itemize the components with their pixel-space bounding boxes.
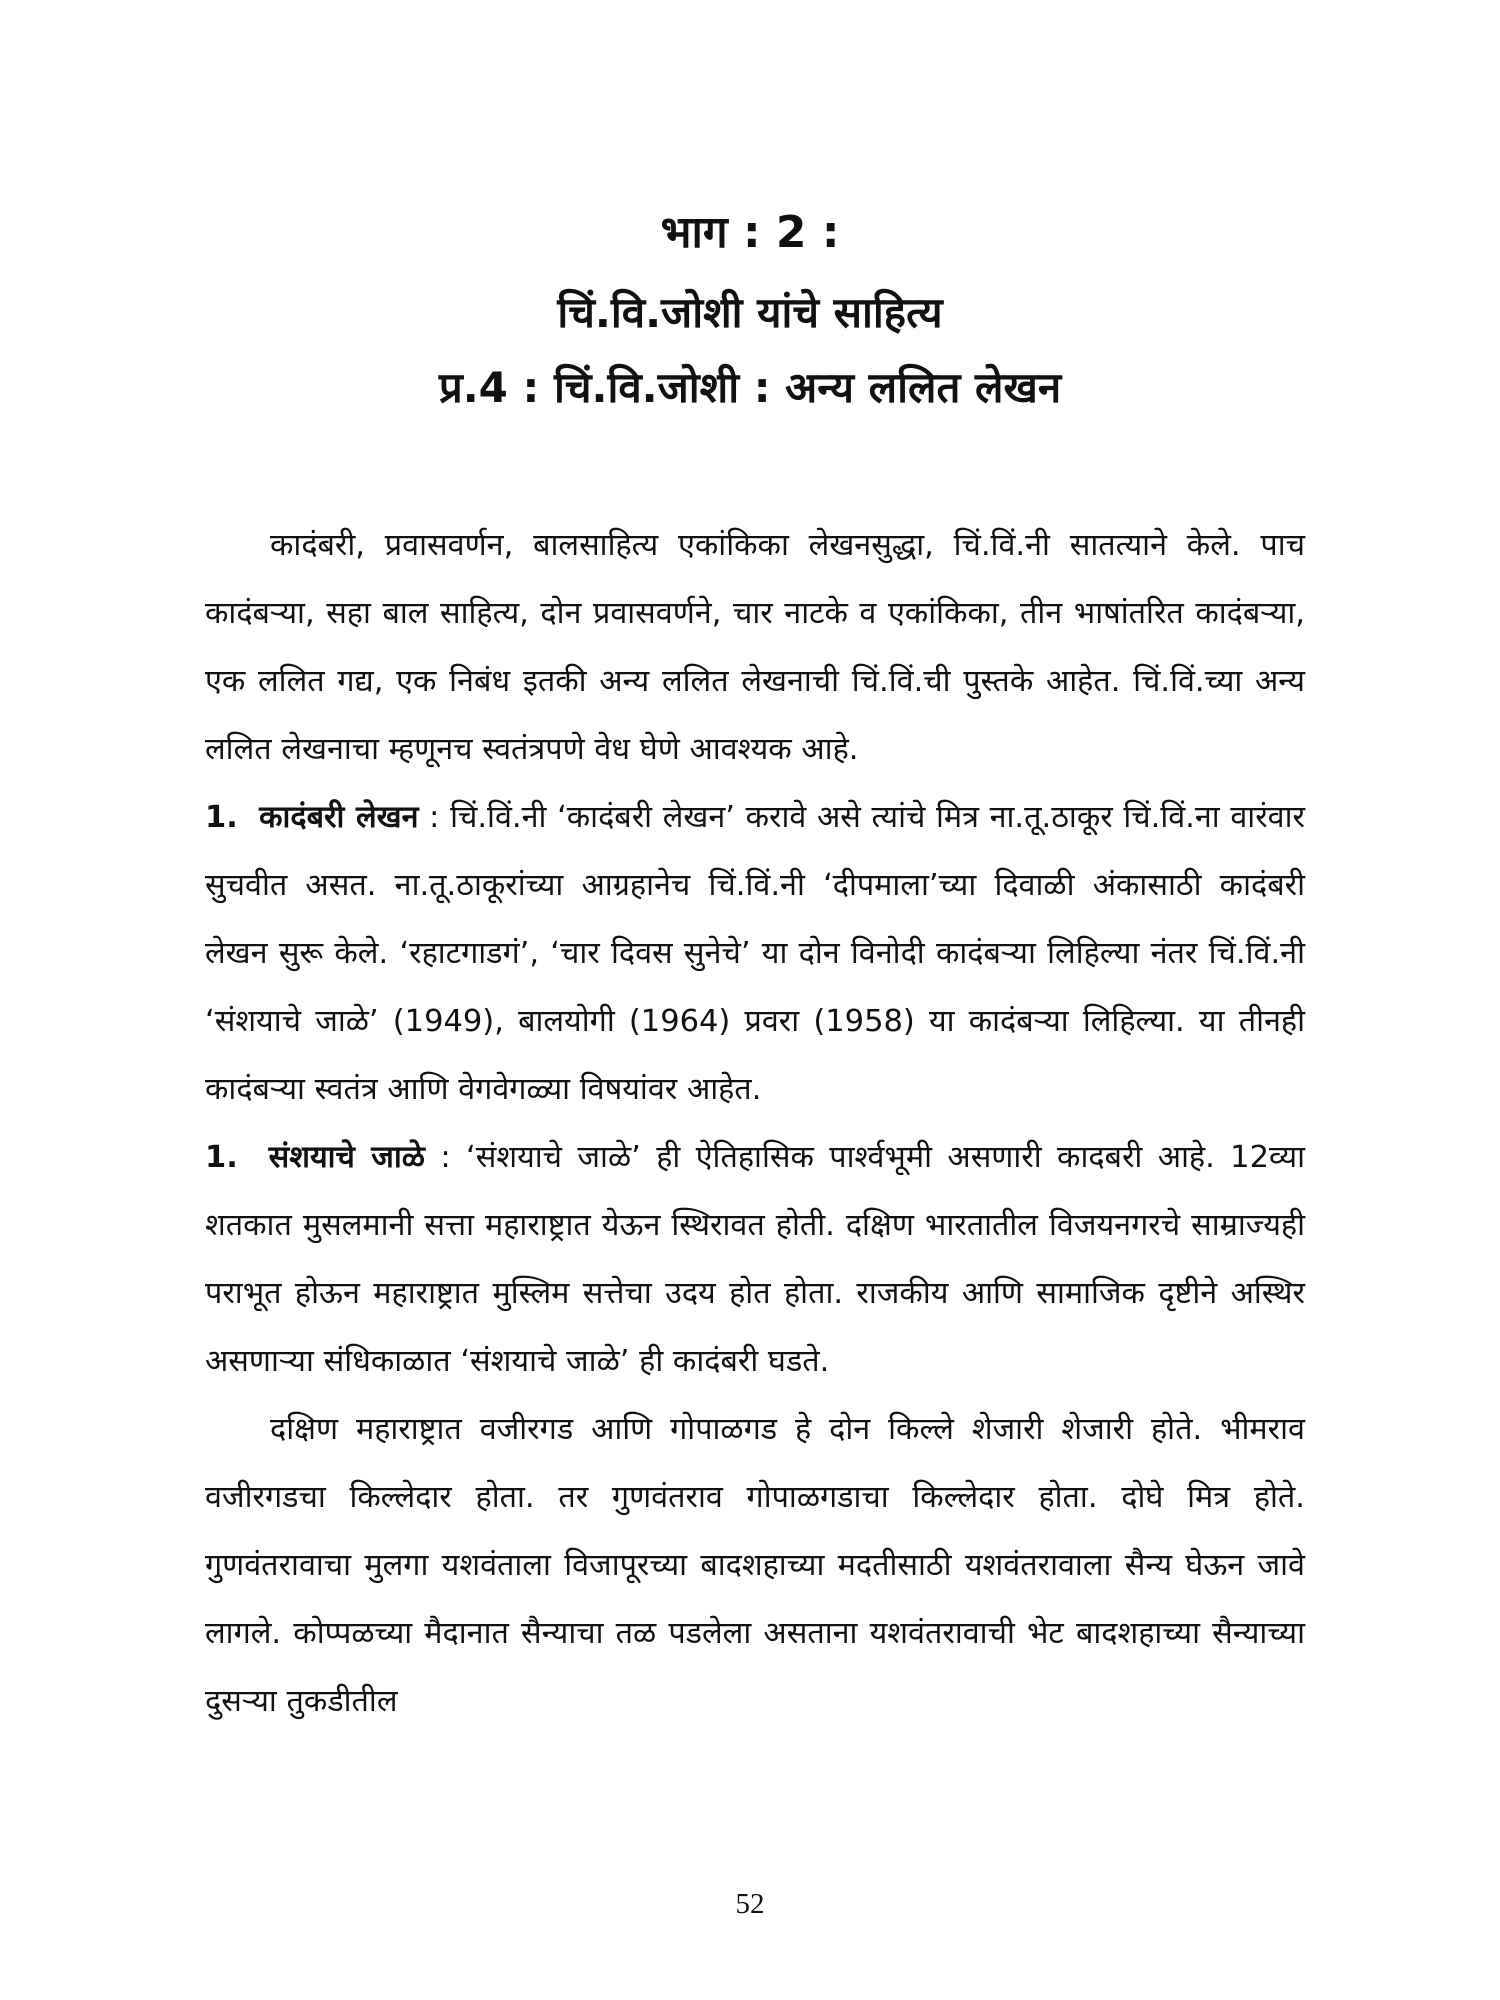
section-kadambari-lekhan [205,784,1305,1124]
section-text: : चिं.विं.नी ‘कादंबरी लेखन’ करावे असे त्यांचे मित्र ना.तू.ठाकूर चिं.विं.ना वारंवार सुचवीत असत. ना.तू.ठाकूरांच्या आग्रहानेच चिं.विं.नी ‘दीपमाला’च्या दिवाळी अंकासाठी कादंबरी लेखन सुरू केले. ‘रहाटगाडगं’, ‘चार दिवस सुनेचे’ या दोन विनोदी कादंबऱ्या लिहिल्या नंतर चिं.विं.नी ‘संशयाचे जाळे’ (1949), बालयोगी (1964) प्रवरा (1958) या कादंबऱ्या लिहिल्या. या तीनही कादंबऱ्या स्वतंत्र आणि वेगवेगळ्या विषयांवर आहेत. [205,800,1305,1107]
part-title: चिं.वि.जोशी यांचे साहित्य [557,288,943,337]
chapter-title: प्र.4 : चिं.वि.जोशी : अन्य ललित लेखन [438,363,1062,412]
body-text [205,512,1305,1736]
intro-paragraph: कादंबरी, प्रवासवर्णन, बालसाहित्य एकांकिका लेखनसुद्धा, चिं.विं.नी सातत्याने केले. पाच कादंबऱ्या, सहा बाल साहित्य, दोन प्रवासवर्णने, चार नाटके व एकांकिका, तीन भाषांतरित कादंबऱ्या, एक ललित गद्य, एक निबंध इतकी अन्य ललित लेखनाची चिं.विं.ची पुस्तके आहेत. चिं.विं.च्या अन्य ललित लेखनाचा म्हणूनच स्वतंत्रपणे वेध घेणे आवश्यक आहे. [205,528,1305,767]
section-number: 1. [205,800,238,835]
section-sanshayache-jale [205,1124,1305,1396]
page-number: 52 [735,1888,765,1920]
part-heading: भाग : 2 : [660,207,840,258]
section-heading: संशयाचे जाळे [268,1140,425,1175]
section-text: : ‘संशयाचे जाळे’ ही ऐतिहासिक पार्श्वभूमी असणारी कादबरी आहे. 12व्या शतकात मुसलमानी सत्ता महाराष्ट्रात येऊन स्थिरावत होती. दक्षिण भारतातील विजयनगरचे साम्राज्यही पराभूत होऊन महाराष्ट्रात मुस्लिम सत्तेचा उदय होत होता. राजकीय आणि सामाजिक दृष्टीने अस्थिर असणाऱ्या संधिकाळात ‘संशयाचे जाळे’ ही कादंबरी घडते. [205,1140,1306,1379]
section-number: 1. [205,1140,238,1175]
section-heading: कादंबरी लेखन [259,800,419,835]
story-paragraph: दक्षिण महाराष्ट्रात वजीरगड आणि गोपाळगड हे दोन किल्ले शेजारी शेजारी होते. भीमराव वजीरगडचा किल्लेदार होता. तर गुणवंतराव गोपाळगडाचा किल्लेदार होता. दोघे मित्र होते. गुणवंतरावाचा मुलगा यशवंताला विजापूरच्या बादशहाच्या मदतीसाठी यशवंतरावाला सैन्य घेऊन जावे लागले. कोप्पळच्या मैदानात सैन्याचा तळ पडलेला असताना यशवंतरावाची भेट बादशहाच्या सैन्याच्या दुसऱ्या तुकडीतील [205,1412,1305,1719]
